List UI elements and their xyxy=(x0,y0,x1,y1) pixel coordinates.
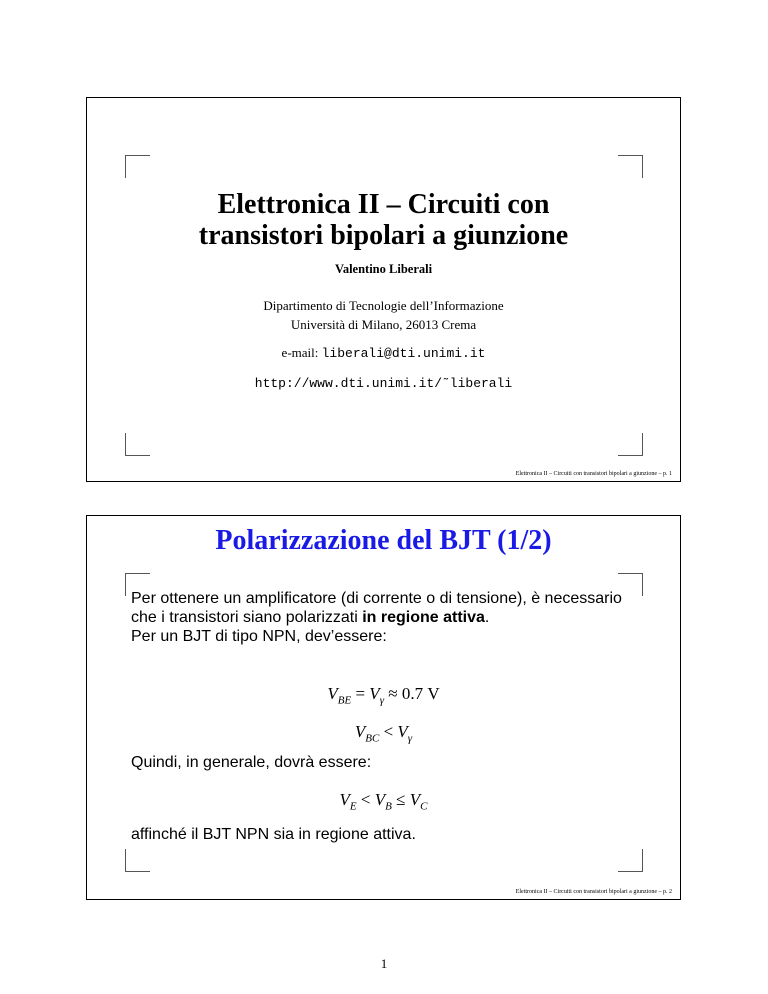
slide-1 xyxy=(86,97,681,482)
title-line-2: transistori bipolari a giunzione xyxy=(198,220,569,251)
equation-1: $V_{BE} = V_\gamma \approx 0.7$ V xyxy=(327,684,440,707)
crop-mark-bottom-left xyxy=(125,433,150,456)
slide-2-title: Polarizzazione del BJT (1/2) xyxy=(215,525,552,556)
paragraph-2: Quindi, in generale, dovrà essere: xyxy=(131,754,372,771)
homepage-url[interactable]: http://www.dti.unimi.it/˜liberali xyxy=(254,376,513,391)
crop-mark-top-right xyxy=(618,155,643,178)
equation-2: $V_{BC} < V_\gamma$ xyxy=(354,722,413,745)
equation-3: $V_E < V_B \le V_C$ xyxy=(339,790,428,813)
department xyxy=(87,296,680,334)
page-number: 1 xyxy=(380,956,388,971)
paragraph-1-line-2: Per un BJT di tipo NPN, dev’essere: xyxy=(131,628,387,645)
paragraph-1-end: . xyxy=(484,609,490,626)
paragraph-1 xyxy=(131,589,631,646)
slide-2-footer: Elettronica II – Circuiti con transistori bipolari a giunzione – p. 2 xyxy=(515,889,672,895)
email-label: e-mail: xyxy=(281,345,322,360)
crop-mark-bottom-left xyxy=(125,849,150,872)
title-line-1: Elettronica II – Circuiti con xyxy=(217,189,550,220)
department-line-2: Università di Milano, 26013 Crema xyxy=(290,317,477,332)
slide-1-title xyxy=(87,189,680,251)
author-name: Valentino Liberali xyxy=(334,262,433,276)
crop-mark-bottom-right xyxy=(618,849,643,872)
email-address[interactable]: liberali@dti.unimi.it xyxy=(321,346,486,361)
department-line-1: Dipartimento di Tecnologie dell’Informazione xyxy=(263,298,504,313)
paragraph-3: affinché il BJT NPN sia in regione attiva. xyxy=(131,826,416,843)
paragraph-1-text: Per ottenere un amplificatore (di corrente o di tensione), è necessario che i transistori siano polarizzati xyxy=(131,590,622,626)
slide-2 xyxy=(86,515,681,900)
email-line xyxy=(87,345,680,361)
slide-1-footer: Elettronica II – Circuiti con transistori bipolari a giunzione – p. 1 xyxy=(515,471,672,477)
crop-mark-bottom-right xyxy=(618,433,643,456)
paragraph-1-bold: in regione attiva xyxy=(362,609,485,626)
crop-mark-top-left xyxy=(125,155,150,178)
